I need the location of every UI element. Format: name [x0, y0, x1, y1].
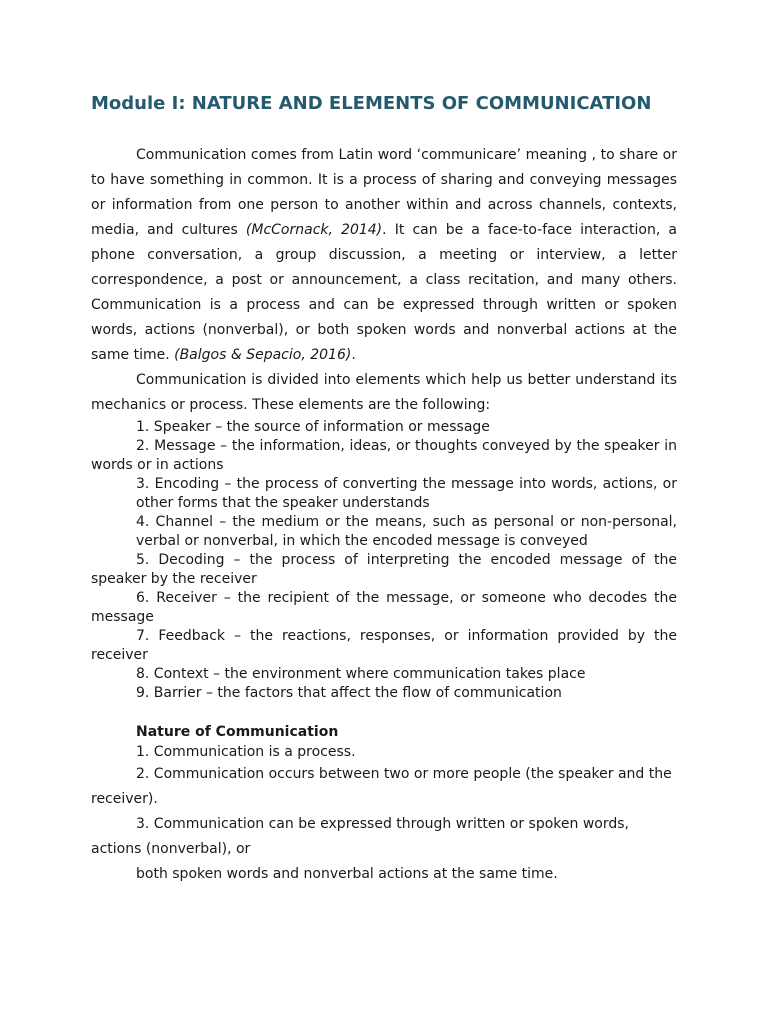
- elements-list: [91, 418, 677, 703]
- list-item: 2. Communication occurs between two or more people (the speaker and the receiver).: [91, 766, 672, 807]
- list-item: 3. Encoding – the process of converting the message into words, actions, or other forms that the speaker understands: [136, 476, 677, 511]
- list-item: 6. Receiver – the recipient of the message, or someone who decodes the message: [91, 590, 677, 625]
- section-heading: Nature of Communication: [136, 724, 339, 740]
- list-item-continuation: both spoken words and nonverbal actions at the same time.: [136, 866, 558, 882]
- list-item: 2. Message – the information, ideas, or thoughts conveyed by the speaker in words or in actions: [91, 438, 677, 473]
- intro-text-1: Communication comes from Latin word ‘communicare’ meaning , to share or to have something in common. It is a process of sharing and conveying messages or information from one person to another within and across channels, contexts, media, and cultures: [91, 147, 677, 238]
- list-item: 7. Feedback – the reactions, responses, or information provided by the receiver: [91, 628, 677, 663]
- page-title: Module I: NATURE AND ELEMENTS OF COMMUNICATION: [91, 93, 652, 114]
- elements-intro-paragraph: Communication is divided into elements which help us better understand its mechanics or process. These elements are the following:: [91, 372, 677, 413]
- intro-text-3: .: [351, 347, 356, 363]
- citation-mccornack: (McCornack, 2014): [245, 222, 383, 238]
- list-item: 1. Speaker – the source of information or message: [136, 419, 490, 435]
- section-spacer: [91, 703, 677, 722]
- document-page: [91, 92, 677, 887]
- list-item: 1. Communication is a process.: [136, 744, 356, 760]
- list-item: 8. Context – the environment where communication takes place: [136, 666, 586, 682]
- intro-paragraph: [91, 143, 677, 368]
- list-item: 3. Communication can be expressed through written or spoken words, actions (nonverbal), or: [91, 816, 629, 857]
- list-item: 5. Decoding – the process of interpreting the encoded message of the speaker by the receiver: [91, 552, 677, 587]
- intro-text-2: . It can be a face-to-face interaction, a phone conversation, a group discussion, a meeting or interview, a letter correspondence, a post or announcement, a class recitation, and many others. Communication is a process and can be expressed through written or spoken words, actions (nonverbal), or both spoken words and nonverbal actions at the same time.: [91, 222, 677, 363]
- list-item: 4. Channel – the medium or the means, such as personal or non-personal, verbal or nonverbal, in which the encoded message is conveyed: [136, 514, 677, 549]
- citation-balgos: (Balgos & Sepacio, 2016): [174, 347, 352, 363]
- list-item: 9. Barrier – the factors that affect the flow of communication: [136, 685, 562, 701]
